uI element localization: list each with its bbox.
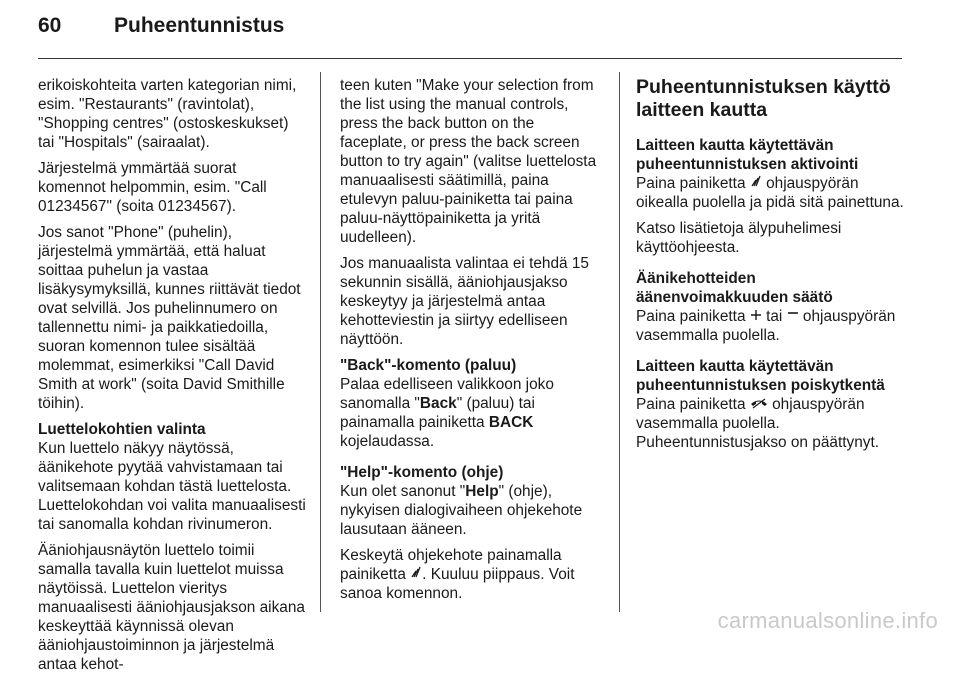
text: ohjauspyörän vasemmalla puolella. Puheentunnistusjakso on päättynyt. (636, 396, 879, 451)
column-divider-2 (619, 72, 620, 612)
paragraph-help (340, 482, 602, 539)
voice-command-icon (410, 565, 422, 584)
text: . Kuuluu piippaus. Voit sanoa komennon. (340, 566, 575, 602)
subheading-list-selection: Luettelokohtien valinta (38, 421, 206, 438)
text: Kun olet sanonut " (340, 483, 466, 500)
text: " (paluu) tai painamalla painiketta (340, 395, 535, 431)
paragraph-back (340, 375, 602, 451)
paragraph: erikoiskohteita varten kategorian nimi, esim. "Restaurants" (ravintolat), "Shopping centres" (ostoskeskukset) tai "Hospitals" (sairaalat). (38, 77, 297, 151)
subheading-back-command: "Back"-komento (paluu) (340, 357, 517, 374)
voice-command-icon (750, 174, 762, 193)
page-header (38, 14, 284, 54)
paragraph: Jos sanot "Phone" (puhelin), järjestelmä ymmärtää, että haluat soittaa puhelun ja vastaa lisäkysymyksillä, kunnes riittävät tiedot ovat selvillä. Jos puhelinnumero on tallennettu nimi- ja paikkatiedoilla, suoran komennon tulee sisältää molemmat, esimerkiksi "Call David Smith at work" (soita David Smithille töihin). (38, 224, 301, 412)
paragraph (636, 395, 904, 452)
subheading-volume: Äänikehotteiden äänenvoimakkuuden säätö (636, 270, 833, 306)
subheading-deactivation: Laitteen kautta käytettävän puheentunnistuksen poiskytkentä (636, 358, 885, 394)
paragraph: teen kuten "Make your selection from the list using the manual controls, press the back button on the faceplate, or press the back screen button to try again" (valitse luettelosta manuaalisesti säätimillä, paina etulevyn paluu-painiketta tai paina paluu-näyttöpainiketta ja yritä uudelleen). (340, 77, 597, 246)
keyword-back-button: BACK (488, 414, 534, 431)
paragraph (340, 546, 602, 603)
paragraph: Jos manuaalista valintaa ei tehdä 15 sekunnin sisällä, ääniohjausjakso keskeytyy ja järjestelmä antaa kehotteviestin ja siirtyy edelliseen näyttöön. (340, 255, 589, 348)
paragraph: Järjestelmä ymmärtää suorat komennot helpommin, esim. "Call 01234567" (soita 01234567). (38, 160, 267, 215)
paragraph: Katso lisätietoja älypuhelimesi käyttöohjeesta. (636, 220, 842, 256)
text: Keskeytä ohjekehote painamalla painiketta (340, 547, 562, 583)
text: tai (761, 308, 787, 325)
text: Palaa edelliseen valikkoon joko sanomalla " (340, 376, 554, 412)
text: kojelaudassa. (340, 433, 435, 450)
plus-icon (750, 307, 762, 326)
column-divider-1 (320, 72, 321, 612)
text: ohjauspyörän oikealla puolella ja pidä sitä painettuna. (636, 175, 904, 211)
keyword-back: Back (419, 395, 457, 412)
text: Paina painiketta (636, 396, 750, 413)
hang-up-icon (750, 395, 768, 414)
column-3 (636, 76, 904, 459)
paragraph (636, 174, 904, 212)
text: " (ohje), nykyisen dialogivaiheen ohjekehote lausutaan ääneen. (340, 483, 583, 538)
minus-icon (787, 307, 799, 326)
column-2 (340, 76, 602, 610)
paragraph (636, 307, 904, 345)
subheading-activation: Laitteen kautta käytettävän puheentunnistuksen aktivointi (636, 137, 859, 173)
subheading-help-command: "Help"-komento (ohje) (340, 464, 504, 481)
text: Paina painiketta (636, 308, 750, 325)
text: ohjauspyörän vasemmalla puolella. (636, 308, 896, 344)
keyword-help: Help (465, 483, 499, 500)
page-number: 60 (38, 14, 62, 37)
section-heading: Puheentunnistuksen käyttö laitteen kautta (636, 76, 891, 121)
header-rule (38, 58, 902, 59)
text: Paina painiketta (636, 175, 750, 192)
column-1 (38, 76, 306, 681)
watermark: carmanualsonline.info (717, 608, 938, 633)
page-title: Puheentunnistus (114, 14, 285, 37)
paragraph: Kun luettelo näkyy näytössä, äänikehote pyytää vahvistamaan tai valitsemaan kohdan tästä luettelosta. Luettelokohdan voi valita manuaalisesti tai sanomalla kohdan rivinumeron. (38, 440, 306, 533)
paragraph: Ääniohjausnäytön luettelo toimii samalla tavalla kuin luettelot muissa näytöissä. Luettelon vieritys manuaalisesti ääniohjausjakson aikana keskeyttää käynnissä olevan ääniohjaustoiminnon ja järjestelmä antaa kehot- (38, 542, 305, 673)
